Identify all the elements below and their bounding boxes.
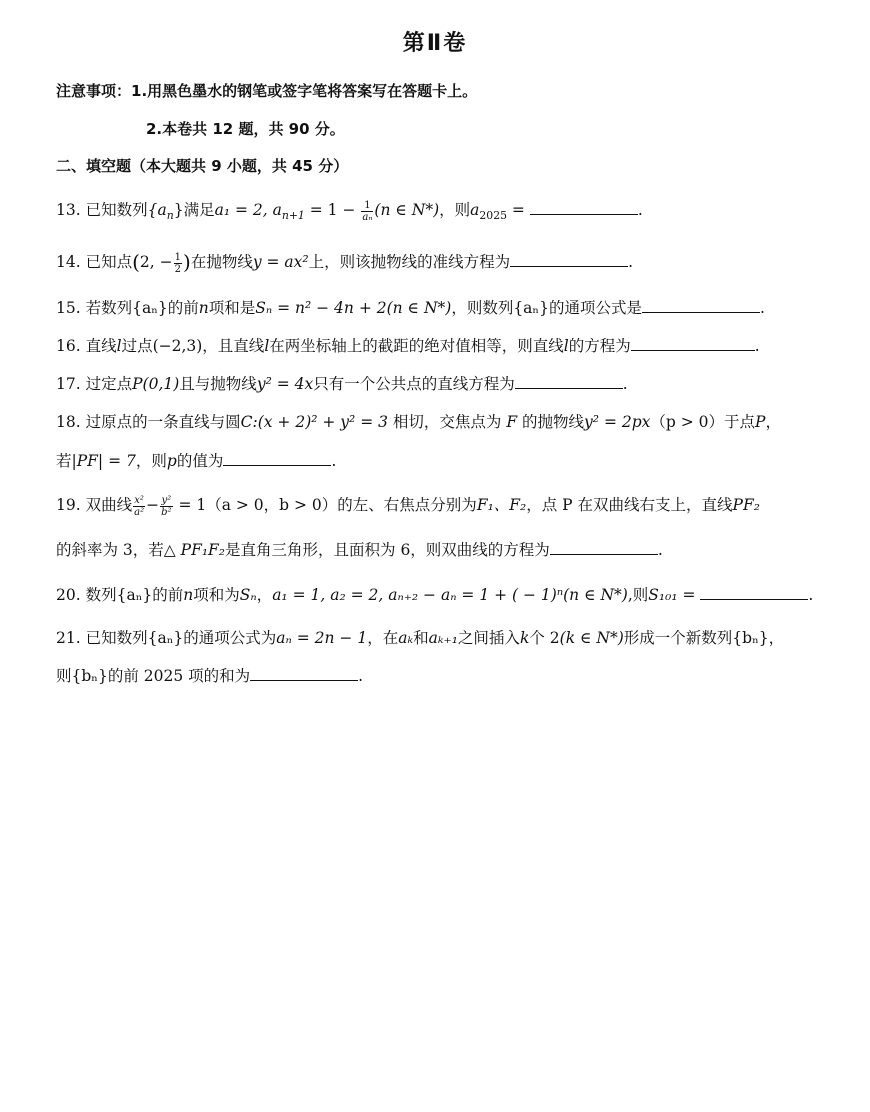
question-16: 16. 直线l过点(−2,3)，且直线l在两坐标轴上的截距的绝对值相等，则直线l的方程为 . xyxy=(56,334,760,357)
question-number: 18. xyxy=(56,413,81,431)
question-19-line-2: 的斜率为 3，若△ PF₁F₂是直角三角形，且面积为 6，则双曲线的方程为 . xyxy=(56,538,663,561)
answer-blank[interactable] xyxy=(250,664,358,681)
question-18: 18. 过原点的一条直线与圆C:(x + 2)² + y² = 3 相切，交焦点为 F 的抛物线y² = 2px（p > 0）于点P， xyxy=(56,413,781,431)
question-13: 13. 已知数列$\{a_n\}$满足a₁ = 2, $a_{n+1} = 1$ − $\frac{1}{\text{aₙ}}$ (n ∈ N*)，则$a_{2025}$ = . xyxy=(56,199,643,223)
question-17: 17. 过定点P(0,1)且与抛物线y² = 4x只有一个公共点的直线方程为 . xyxy=(56,372,628,395)
answer-blank[interactable] xyxy=(515,372,623,389)
page-title: 第Ⅱ卷 xyxy=(402,31,468,56)
question-number: 15. xyxy=(56,299,81,317)
fraction: $\frac{1}{2}$ xyxy=(174,251,181,275)
question-14: 14. 已知点(2, − $\frac{1}{2}$ )在抛物线y = ax²上，则该抛物线的准线方程为 . xyxy=(56,250,634,275)
answer-blank[interactable] xyxy=(223,449,331,466)
question-number: 16. xyxy=(56,337,81,355)
question-15: 15. 若数列{aₙ}的前n项和是Sₙ = n² − 4n + 2(n ∈ N*)，则数列{aₙ}的通项公式是 . xyxy=(56,296,765,319)
question-19: 19. 双曲线 $\frac{\text{x²}}{\text{a²}}$ − $\frac{\text{y²}}{\text{b²}}$ = 1（a > 0，b > 0）的左、右焦点分别为F₁、F₂，点 P 在双曲线右支上，直线PF₂ xyxy=(56,494,760,518)
answer-blank[interactable] xyxy=(530,198,638,215)
fraction: $\frac{1}{\text{aₙ}}$ xyxy=(362,199,373,223)
section-heading: 二、填空题（本大题共 9 小题，共 45 分） xyxy=(56,157,349,175)
question-number: 14. xyxy=(56,253,81,271)
notes-label: 注意事项： xyxy=(56,82,132,100)
answer-blank[interactable] xyxy=(510,250,628,267)
fraction: $\frac{\text{y²}}{\text{b²}}$ xyxy=(161,494,172,518)
question-number: 19. xyxy=(56,496,81,514)
question-number: 17. xyxy=(56,375,81,393)
question-21-line-2: 则{bₙ}的前 2025 项的和为 . xyxy=(56,664,363,687)
question-number: 21. xyxy=(56,629,81,647)
notes-line-1 xyxy=(56,80,477,102)
question-20: 20. 数列{aₙ}的前n项和为Sₙ，a₁ = 1, a₂ = 2, aₙ₊₂ − aₙ = 1 + ( − 1)ⁿ(n ∈ N*),则S₁₀₁ = . xyxy=(56,583,813,606)
question-21: 21. 已知数列{aₙ}的通项公式为aₙ = 2n − 1，在aₖ和aₖ₊₁之间插入k个 2(k ∈ N*)形成一个新数列{bₙ}， xyxy=(56,629,785,647)
fraction: $\frac{\text{x²}}{\text{a²}}$ xyxy=(134,494,145,518)
answer-blank[interactable] xyxy=(642,296,760,313)
notes-item-2: 2.本卷共 12 题，共 90 分。 xyxy=(146,120,345,138)
variable-a: a xyxy=(470,201,480,219)
notes-item-1: 1.用黑色墨水的钢笔或签字笔将答案写在答题卡上。 xyxy=(131,82,478,100)
question-number: 20. xyxy=(56,586,81,604)
question-number: 13. xyxy=(56,201,81,219)
answer-blank[interactable] xyxy=(550,538,658,555)
question-18-line-2: 若|PF| = 7，则p的值为 . xyxy=(56,449,336,472)
answer-blank[interactable] xyxy=(700,583,808,600)
answer-blank[interactable] xyxy=(631,334,755,351)
